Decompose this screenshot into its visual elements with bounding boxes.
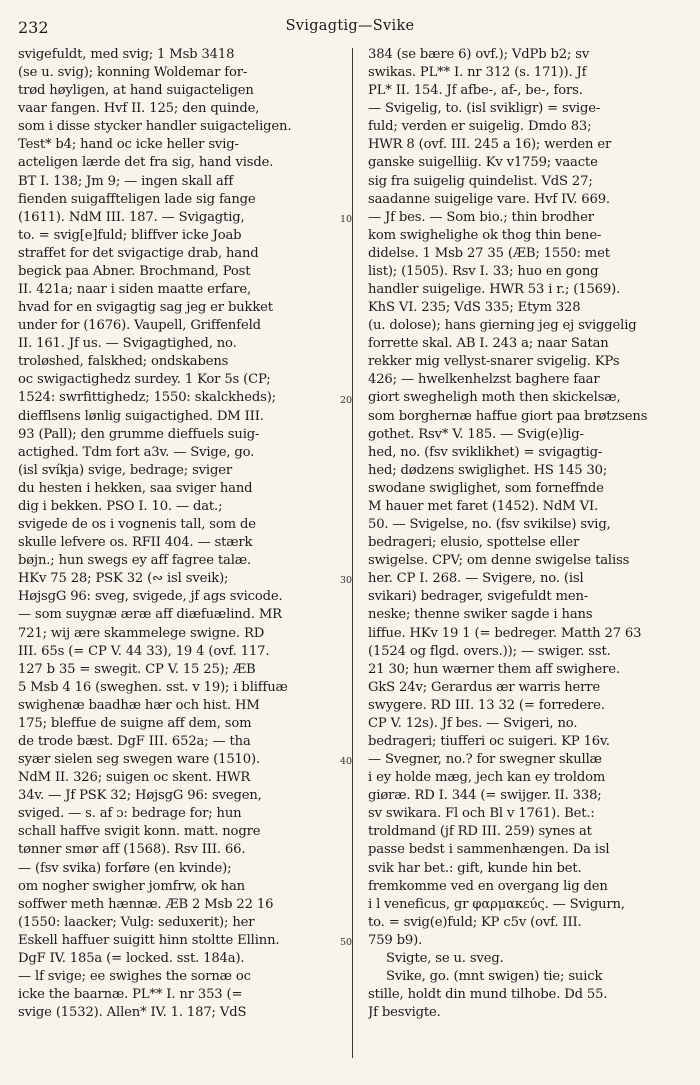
left-column-line: 721; wij ære skammelege swigne. RD — [18, 625, 265, 641]
right-column-line: CP V. 12s). Jf bes. — Svigeri, no. — [368, 715, 578, 731]
left-column-line: under for (1676). Vaupell, Griffenfeld — [18, 318, 261, 334]
left-column-line: soffwer meth hænnæ. ÆB 2 Msb 22 16 — [18, 896, 274, 912]
left-column-line: III. 65s (= CP V. 44 33), 19 4 (ovf. 117. — [18, 643, 270, 659]
left-column-line: II. 161. Jf us. — Svigagtighed, no. — [18, 336, 237, 352]
right-column-line: sig fra suigelig quindelist. VdS 27; — [368, 173, 593, 189]
left-column-line: fienden suigaffteligen lade sig fange — [18, 191, 256, 207]
left-column-line: svige (1532). Allen* IV. 1. 187; VdS — [18, 1005, 247, 1021]
right-column-line: 759 b9). — [368, 932, 423, 948]
left-column-line: — som suygnæ æræ aff diæfuælind. MR — [18, 607, 282, 623]
right-column-line: liffue. HKv 19 1 (= bedreger. Matth 27 63 — [368, 625, 642, 641]
left-column-line: 5 Msb 4 16 (sweghen. sst. v 19); i bliffuæ — [18, 679, 288, 695]
right-column-line: svikari) bedrager, svigefuldt men- — [368, 589, 589, 605]
right-column-line: fremkomme ved en overgang lig den — [368, 878, 608, 894]
left-column-line: trød høyligen, at hand suigacteligen — [18, 83, 254, 99]
left-column-line: BT I. 138; Jm 9; — ingen skall aff — [18, 173, 234, 189]
right-column-line: som borghernæ haffue giort paa brøtzsens — [368, 408, 648, 424]
page-number: 232 — [18, 18, 49, 37]
left-column-line: HøjsgG 96: sveg, svigede, jf ags svicode. — [18, 589, 283, 605]
left-column-line: Test* b4; hand oc icke heller svig- — [18, 137, 239, 153]
left-column-line: bøjn.; hun swegs ey aff fagree talæ. — [18, 553, 251, 569]
right-column-line: swikas. PL** I. nr 312 (s. 171)). Jf — [368, 65, 587, 81]
line-number-marker: 40 — [340, 756, 353, 768]
left-column-line: syær sielen seg swegen ware (1510). — [18, 752, 260, 768]
right-column-line: bedrageri; elusio, spottelse eller — [368, 535, 580, 551]
right-column-line: ganske suigelliig. Kv v1759; vaacte — [368, 155, 598, 171]
left-column-line: om nogher swigher jomfrw, ok han — [18, 878, 245, 894]
right-column — [368, 46, 680, 1076]
left-column — [18, 46, 338, 1076]
running-head: Svigagtig—Svike — [285, 18, 415, 34]
left-column-line: to. = svig[e]fuld; bliffver icke Joab — [18, 227, 242, 243]
right-column-line: Svike, go. (mnt swigen) tie; suick — [386, 968, 603, 984]
right-column-line: GkS 24v; Gerardus ær warris herre — [368, 679, 601, 695]
left-column-line: Eskell haffuer suigitt hinn stoltte Ellinn. — [18, 932, 280, 948]
left-column-line: vaar fangen. Hvf II. 125; den quinde, — [18, 101, 260, 117]
right-column-line: (u. dolose); hans gierning jeg ej sviggelig — [368, 318, 637, 334]
left-column-line: svigede de os i vognenis tall, som de — [18, 517, 256, 533]
left-column-line: hvad for en svigagtig sag jeg er bukket — [18, 300, 273, 316]
right-column-line: — Jf bes. — Som bio.; thin brodher — [368, 209, 594, 225]
right-column-line: sv swikara. Fl och Bl v 1761). Bet.: — [368, 806, 595, 822]
right-column-line: svik har bet.: gift, kunde hin bet. — [368, 860, 582, 876]
left-column-line: — (fsv svika) forføre (en kvinde); — [18, 860, 232, 876]
right-column-line: i l veneficus, gr φαρμακεύς. — Svigurn, — [368, 896, 625, 912]
right-column-line: KhS VI. 235; VdS 335; Etym 328 — [368, 300, 581, 316]
left-column-line: icke the baarnæ. PL** I. nr 353 (= — [18, 987, 243, 1003]
right-column-line: neske; thenne swiker sagde i hans — [368, 607, 593, 623]
right-column-line: hed; dødzens swiglighet. HS 145 30; — [368, 462, 608, 478]
left-column-line: 1524: swrfittighedz; 1550: skalckheds); — [18, 390, 276, 406]
page-header — [18, 14, 682, 42]
right-column-line: bedrageri; tiufferi oc suigeri. KP 16v. — [368, 733, 610, 749]
right-column-line: — Svigelig, to. (isl svikligr) = svige- — [368, 101, 601, 117]
right-column-line: 426; — hwelkenhelzst baghere faar — [368, 372, 600, 388]
left-column-line: de trode bæst. DgF III. 652a; — tha — [18, 733, 251, 749]
left-column-line: schall haffve svigit konn. matt. nogre — [18, 824, 261, 840]
line-number-marker: 50 — [340, 936, 353, 948]
right-column-line: i ey holde mæg, jech kan ey troldom — [368, 770, 606, 786]
right-column-line: saadanne suigelige vare. Hvf IV. 669. — [368, 191, 610, 207]
line-number-marker: 20 — [340, 394, 353, 406]
left-column-line: 34v. — Jf PSK 32; HøjsgG 96: svegen, — [18, 788, 262, 804]
column-divider — [352, 48, 353, 1058]
left-column-line: dig i bekken. PSO I. 10. — dat.; — [18, 498, 223, 514]
right-column-line: M hauer met faret (1452). NdM VI. — [368, 498, 599, 514]
right-column-line: — Svegner, no.? for swegner skullæ — [368, 752, 602, 768]
left-column-line: skulle lefvere os. RFII 404. — stærk — [18, 535, 253, 551]
left-column-line: 127 b 35 = swegit. CP V. 15 25); ÆB — [18, 661, 256, 677]
line-number-marker: 30 — [340, 575, 353, 587]
left-column-line: II. 421a; naar i siden maatte erfare, — [18, 282, 252, 298]
right-column-line: handler suigelige. HWR 53 i r.; (1569). — [368, 282, 621, 298]
left-column-line: svigefuldt, med svig; 1 Msb 3418 — [18, 47, 235, 62]
right-column-line: swigelse. CPV; om denne swigelse taliss — [368, 553, 630, 569]
right-column-line: gothet. Rsv* V. 185. — Svig(e)lig- — [368, 426, 584, 442]
left-column-line: diefflsens lønlig suigactighed. DM III. — [18, 408, 264, 424]
left-column-line: straffet for det svigactige drab, hand — [18, 245, 259, 261]
left-column-line: — lf svige; ee swighes the sornæ oc — [18, 968, 251, 984]
left-column-line: tønner smør aff (1568). Rsv III. 66. — [18, 842, 246, 858]
right-column-line: didelse. 1 Msb 27 35 (ÆB; 1550: met — [368, 245, 610, 261]
left-column-line: (isl svíkja) svige, bedrage; sviger — [18, 462, 233, 478]
right-column-line: Jf besvigte. — [368, 1005, 441, 1021]
left-column-line: sviged. — s. af ɔ: bedrage for; hun — [18, 806, 242, 822]
left-column-line: 93 (Pall); den grumme dieffuels suig- — [18, 426, 260, 442]
right-column-line: 50. — Svigelse, no. (fsv svikilse) svig, — [368, 517, 611, 533]
right-column-line: forrette skal. AB I. 243 a; naar Satan — [368, 336, 609, 352]
left-column-line: oc swigactighedz surdey. 1 Kor 5s (CP; — [18, 372, 271, 388]
left-column-line: 175; bleffue de suigne aff dem, som — [18, 715, 252, 731]
left-column-line: actighed. Tdm fort a3v. — Svige, go. — [18, 444, 255, 460]
right-column-line: swygere. RD III. 13 32 (= forredere. — [368, 697, 605, 713]
left-column-line: swighenæ baadhæ hær och hist. HM — [18, 697, 260, 713]
left-column-line: (se u. svig); konning Woldemar for- — [18, 65, 248, 81]
right-column-line: PL* II. 154. Jf afbe-, af-, be-, fors. — [368, 83, 583, 99]
left-column-line: (1611). NdM III. 187. — Svigagtig, — [18, 209, 245, 225]
left-column-line: (1550: laacker; Vulg: seduxerit); her — [18, 914, 255, 930]
left-column-line: troløshed, falskhed; ondskabens — [18, 354, 229, 370]
right-column-line: kom swighelighe ok thog thin bene- — [368, 227, 602, 243]
right-column-line: giort swegheligh moth then skickelsæ, — [368, 390, 621, 406]
right-column-line: her. CP I. 268. — Svigere, no. (isl — [368, 571, 584, 587]
right-column-line: passe bedst i sammenhængen. Da isl — [368, 842, 610, 858]
right-column-line: (1524 og flgd. overs.)); — swiger. sst. — [368, 643, 611, 659]
right-column-line: HWR 8 (ovf. III. 245 a 16); werden er — [368, 137, 612, 153]
left-column-line: DgF IV. 185a (= locked. sst. 184a). — [18, 950, 245, 966]
right-column-line: rekker mig vellyst-snarer svigelig. KPs — [368, 354, 620, 370]
left-column-line: du hesten i hekken, saa sviger hand — [18, 480, 253, 496]
left-column-line: begick paa Abner. Brochmand, Post — [18, 263, 251, 279]
right-column-line: to. = svig(e)fuld; KP c5v (ovf. III. — [368, 914, 582, 930]
right-column-line: list); (1505). Rsv I. 33; huo en gong — [368, 263, 599, 279]
right-column-line: fuld; verden er suigelig. Dmdo 83; — [368, 119, 592, 135]
right-column-line: 21 30; hun wærner them aff swighere. — [368, 661, 620, 677]
right-column-line: hed, no. (fsv sviklikhet) = svigagtig- — [368, 444, 603, 460]
left-column-line: acteligen lærde det fra sig, hand visde. — [18, 155, 274, 171]
left-column-line: HKv 75 28; PSK 32 (∾ isl sveik); — [18, 571, 229, 587]
right-column-line: giøræ. RD I. 344 (= swijger. II. 338; — [368, 788, 602, 804]
right-column-line: swodane swiglighet, som forneffnde — [368, 480, 604, 496]
right-column-line: Svigte, se u. sveg. — [386, 950, 504, 966]
right-column-line: troldmand (jf RD III. 259) synes at — [368, 824, 592, 840]
right-column-line: 384 (se bære 6) ovf.); VdPb b2; sv — [368, 47, 590, 62]
left-column-line: som i disse stycker handler suigacteligen. — [18, 119, 292, 135]
line-number-marker: 10 — [340, 213, 353, 225]
left-column-line: NdM II. 326; suigen oc skent. HWR — [18, 770, 251, 786]
right-column-line: stille, holdt din mund tilhobe. Dd 55. — [368, 987, 608, 1003]
